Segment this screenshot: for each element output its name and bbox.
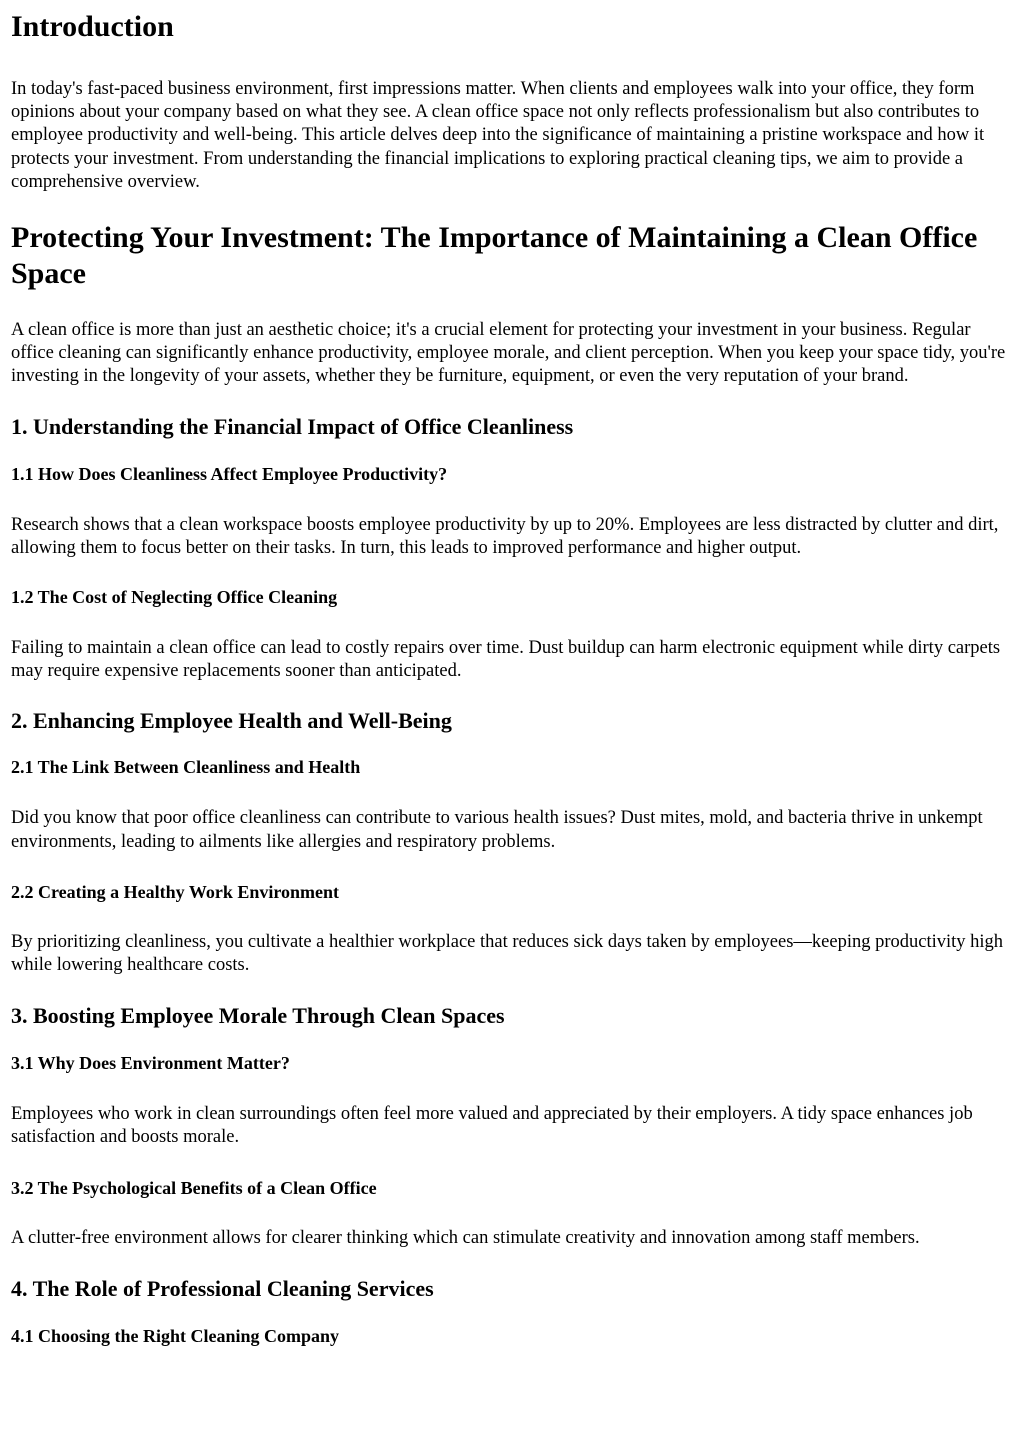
- subsection-paragraph: Research shows that a clean workspace boosts employee productivity by up to 20%. Employees are less distracted by clutter and dirt, allowing them to focus better on their tasks. In turn, this leads to improved performance and higher output.: [11, 514, 999, 558]
- subsection-heading: 1.2 The Cost of Neglecting Office Cleaning: [11, 587, 338, 608]
- subsection-paragraph: Did you know that poor office cleanliness can contribute to various health issues? Dust mites, mold, and bacteria thrive in unkempt environments, leading to ailments like allergies and respiratory problems.: [11, 808, 983, 852]
- subsection-paragraph: A clutter-free environment allows for clearer thinking which can stimulate creativity and innovation among staff members.: [11, 1227, 920, 1248]
- section-heading: 2. Enhancing Employee Health and Well-Being: [11, 708, 452, 734]
- intro-heading: Introduction: [11, 10, 174, 43]
- subsection-heading: 1.1 How Does Cleanliness Affect Employee Productivity?: [11, 463, 448, 484]
- subsection-paragraph: By prioritizing cleanliness, you cultivate a healthier workplace that reduces sick days taken by employees—keeping productivity high while lowering healthcare costs.: [11, 931, 1004, 976]
- subsection-heading: 4.1 Choosing the Right Cleaning Company: [11, 1325, 340, 1346]
- subsection-heading: 2.2 Creating a Healthy Work Environment: [11, 881, 340, 902]
- subsection-heading: 3.2 The Psychological Benefits of a Clean Office: [11, 1177, 377, 1198]
- main-paragraph: A clean office is more than just an aesthetic choice; it's a crucial element for protecting your investment in your business. Regular office cleaning can significantly enhance productivity, employee morale, and client perception. When you keep your space tidy, you're investing in the longevity of your assets, whether they be furniture, equipment, or even the very reputation of your brand.: [11, 320, 1006, 387]
- subsection-paragraph: Employees who work in clean surroundings often feel more valued and appreciated by their employers. A tidy space enhances job satisfaction and boosts morale.: [11, 1104, 973, 1148]
- section-heading: 3. Boosting Employee Morale Through Clean Spaces: [11, 1003, 505, 1029]
- section-heading: 1. Understanding the Financial Impact of Office Cleanliness: [11, 413, 574, 439]
- intro-paragraph: In today's fast-paced business environment, first impressions matter. When clients and employees walk into your office, they form opinions about your company based on what they see. A clean office space not only reflects professionalism but also contributes to employee productivity and well-being. This article delves deep into the significance of maintaining a pristine workspace and how it protects your investment. From understanding the financial implications to exploring practical cleaning tips, we aim to provide a comprehensive overview.: [11, 79, 985, 192]
- section-heading: 4. The Role of Professional Cleaning Services: [11, 1275, 434, 1301]
- main-heading: Protecting Your Investment: The Importance of Maintaining a Clean Office Space: [11, 221, 978, 291]
- subsection-heading: 2.1 The Link Between Cleanliness and Health: [11, 757, 361, 778]
- subsection-heading: 3.1 Why Does Environment Matter?: [11, 1053, 290, 1074]
- subsection-paragraph: Failing to maintain a clean office can lead to costly repairs over time. Dust buildup can harm electronic equipment while dirty carpets may require expensive replacements sooner than anticipated.: [11, 638, 1001, 682]
